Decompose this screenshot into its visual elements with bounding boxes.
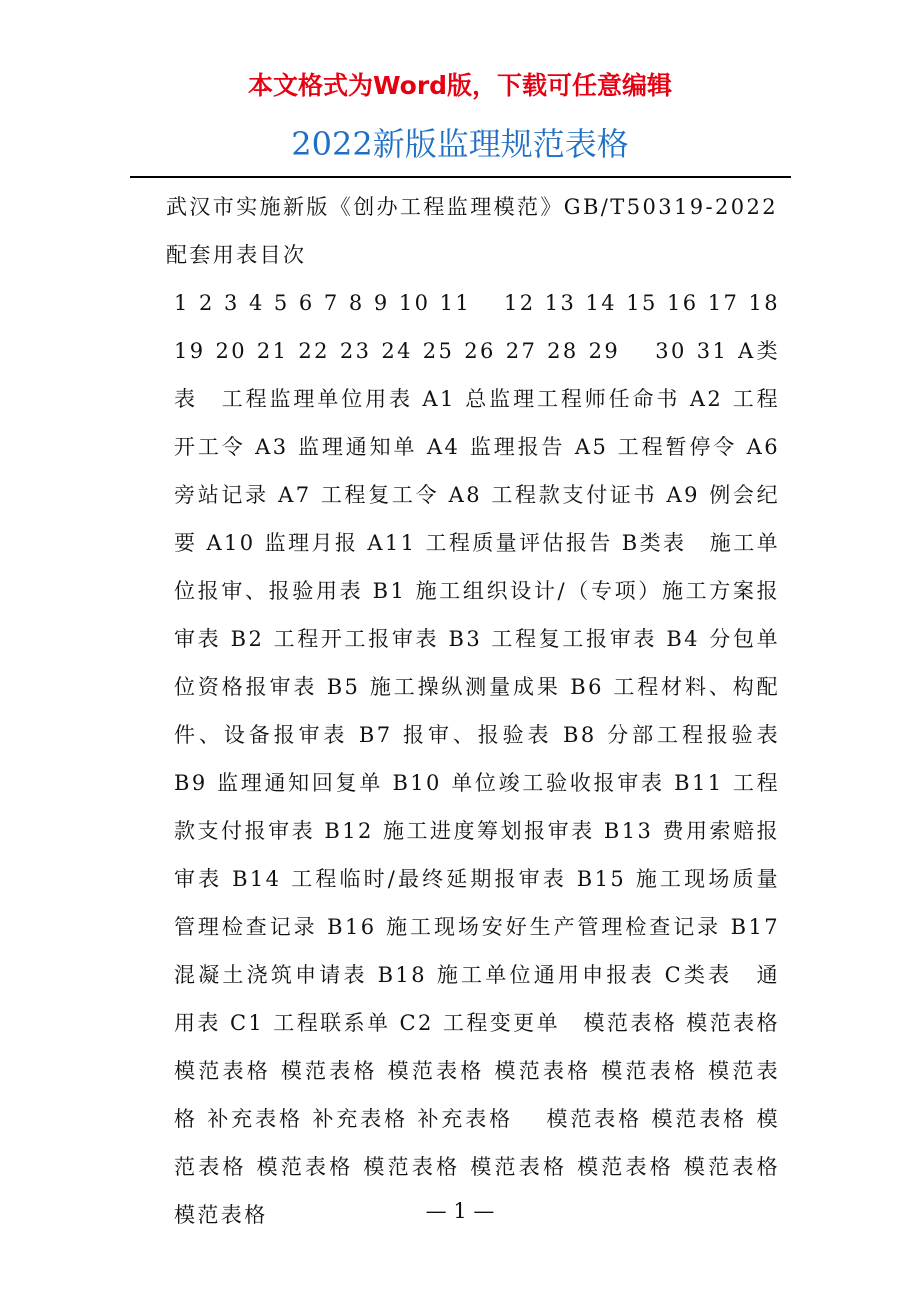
title-divider <box>130 176 791 178</box>
document-body <box>140 183 780 1239</box>
intro-line-1: 武汉市实施新版《创办工程监理模范》GB/T50319-2022 <box>166 195 779 219</box>
table-index-paragraph: 1 2 3 4 5 6 7 8 9 10 11 12 13 14 15 16 17 18 19 20 21 22 23 24 25 26 27 28 29 30 31 A类表 工程监理单位用表 A1 总监理工程师任命书 A2 工程开工令 A3 监理通知单 A4 监理报告 A5 工程暂停令 A6 旁站记录 A7 工程复工令 A8 工程款支付证书 A9 例会纪要 A10 监理月报 A11 工程质量评估报告 B类表 施工单位报审、报验用表 B1 施工组织设计/（专项）施工方案报审表 B2 工程开工报审表 B3 工程复工报审表 B4 分包单位资格报审表 B5 施工操纵测量成果 B6 工程材料、构配件、设备报审表 B7 报审、报验表 B8 分部工程报验表 B9 监理通知回复单 B10 单位竣工验收报审表 B11 工程款支付报审表 B12 施工进度筹划报审表 B13 费用索赔报审表 B14 工程临时/最终延期报审表 B15 施工现场质量管理检查记录 B16 施工现场安好生产管理检查记录 B17 混凝土浇筑申请表 B18 施工单位通用申报表 C类表 通用表 C1 工程联系单 C2 工程变更单 模范表格 模范表格 模范表格 模范表格 模范表格 模范表格 模范表格 模范表格 补充表格 补充表格 补充表格 模范表格 模范表格 模范表格 模范表格 模范表格 模范表格 模范表格 模范表格 模范表格 <box>174 291 780 1227</box>
format-notice-banner: 本文格式为Word版，下载可任意编辑 <box>247 71 673 100</box>
page-title: 2022新版监理规范表格 <box>291 125 629 163</box>
page-number: — 1 — <box>425 1199 495 1223</box>
intro-line-2: 配套用表目次 <box>166 243 307 267</box>
